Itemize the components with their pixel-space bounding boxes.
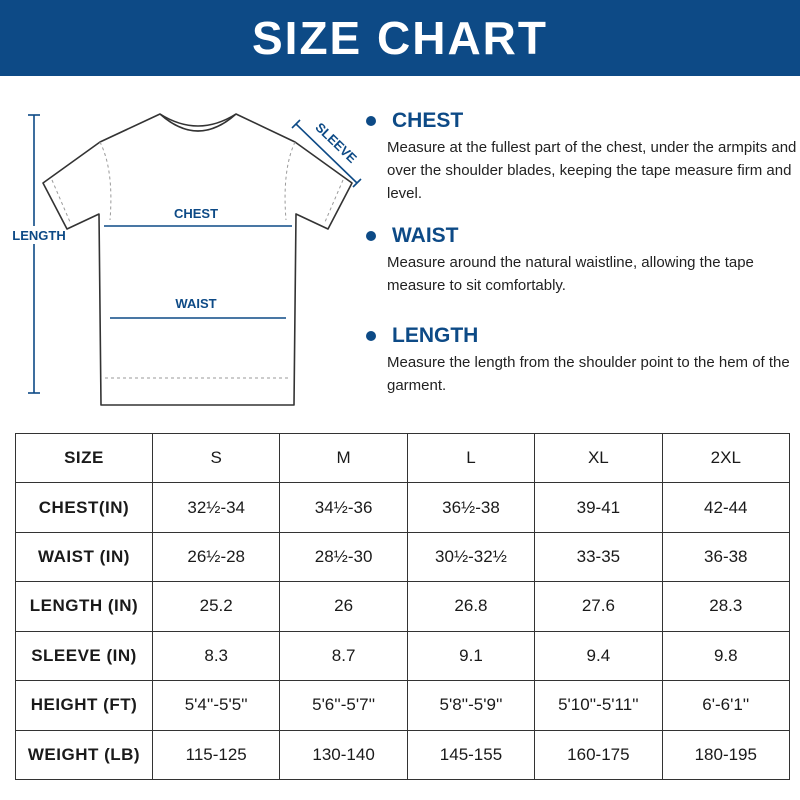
table-cell: 28.3 [662,582,789,631]
row-label: SLEEVE (IN) [16,631,153,680]
sleeve-label: SLEEVE [312,119,360,166]
guide-description: Measure around the natural waistline, allowing the tape measure to sit comfortably. [387,254,754,294]
table-row [16,532,790,581]
length-label: LENGTH [12,228,66,243]
table-cell: 36½-38 [407,483,534,532]
table-cell: 9.1 [407,631,534,680]
table-cell: 5'8''-5'9'' [407,681,534,730]
bullet-icon [366,231,376,241]
table-row [16,582,790,631]
table-cell: 180-195 [662,730,789,779]
table-row [16,631,790,680]
waist-label: WAIST [175,296,217,311]
bullet-icon [366,331,376,341]
bullet-icon [366,116,376,126]
table-cell: 34½-36 [280,483,407,532]
tshirt-outline [43,114,352,405]
table-cell: 25.2 [153,582,280,631]
table-header-row [16,434,790,483]
row-label: CHEST(IN) [16,483,153,532]
table-row [16,483,790,532]
guide-chest [360,106,797,205]
table-cell: 26 [280,582,407,631]
table-cell: 145-155 [407,730,534,779]
table-row [16,681,790,730]
table-cell: 26.8 [407,582,534,631]
banner-title: SIZE CHART [0,0,800,76]
table-cell: 8.3 [153,631,280,680]
guide-title: WAIST [392,224,459,247]
guide-description: Measure the length from the shoulder point to the hem of the garment. [387,354,790,394]
table-cell: 130-140 [280,730,407,779]
guide-title: LENGTH [392,324,479,347]
table-header-cell: XL [535,434,662,483]
table-cell: 5'6''-5'7'' [280,681,407,730]
table-cell: 26½-28 [153,532,280,581]
table-cell: 5'4''-5'5'' [153,681,280,730]
table-row [16,730,790,779]
chest-label: CHEST [173,206,219,221]
guide-waist [360,221,797,297]
table-cell: 6'-6'1'' [662,681,789,730]
row-label: WEIGHT (LB) [16,730,153,779]
table-cell: 160-175 [535,730,662,779]
guide-title: CHEST [392,109,464,132]
table-cell: 32½-34 [153,483,280,532]
table-cell: 115-125 [153,730,280,779]
table-cell: 27.6 [535,582,662,631]
table-cell: 28½-30 [280,532,407,581]
table-cell: 9.8 [662,631,789,680]
row-label: WAIST (IN) [16,532,153,581]
table-header-cell: M [280,434,407,483]
row-label: HEIGHT (FT) [16,681,153,730]
table-cell: 9.4 [535,631,662,680]
guide-description: Measure at the fullest part of the chest, under the armpits and over the shoulder blades, keeping the tape measure firm and level. [387,139,797,202]
table-cell: 30½-32½ [407,532,534,581]
table-cell: 42-44 [662,483,789,532]
table-header-cell: SIZE [16,434,153,483]
table-cell: 5'10''-5'11'' [535,681,662,730]
table-header-cell: L [407,434,534,483]
table-cell: 8.7 [280,631,407,680]
size-table [15,433,790,780]
table-cell: 39-41 [535,483,662,532]
length-measure [28,115,40,393]
table-cell: 33-35 [535,532,662,581]
table-header-cell: S [153,434,280,483]
table-cell: 36-38 [662,532,789,581]
row-label: LENGTH (IN) [16,582,153,631]
guide-length [360,321,797,397]
tshirt-diagram [0,96,370,416]
table-header-cell: 2XL [662,434,789,483]
